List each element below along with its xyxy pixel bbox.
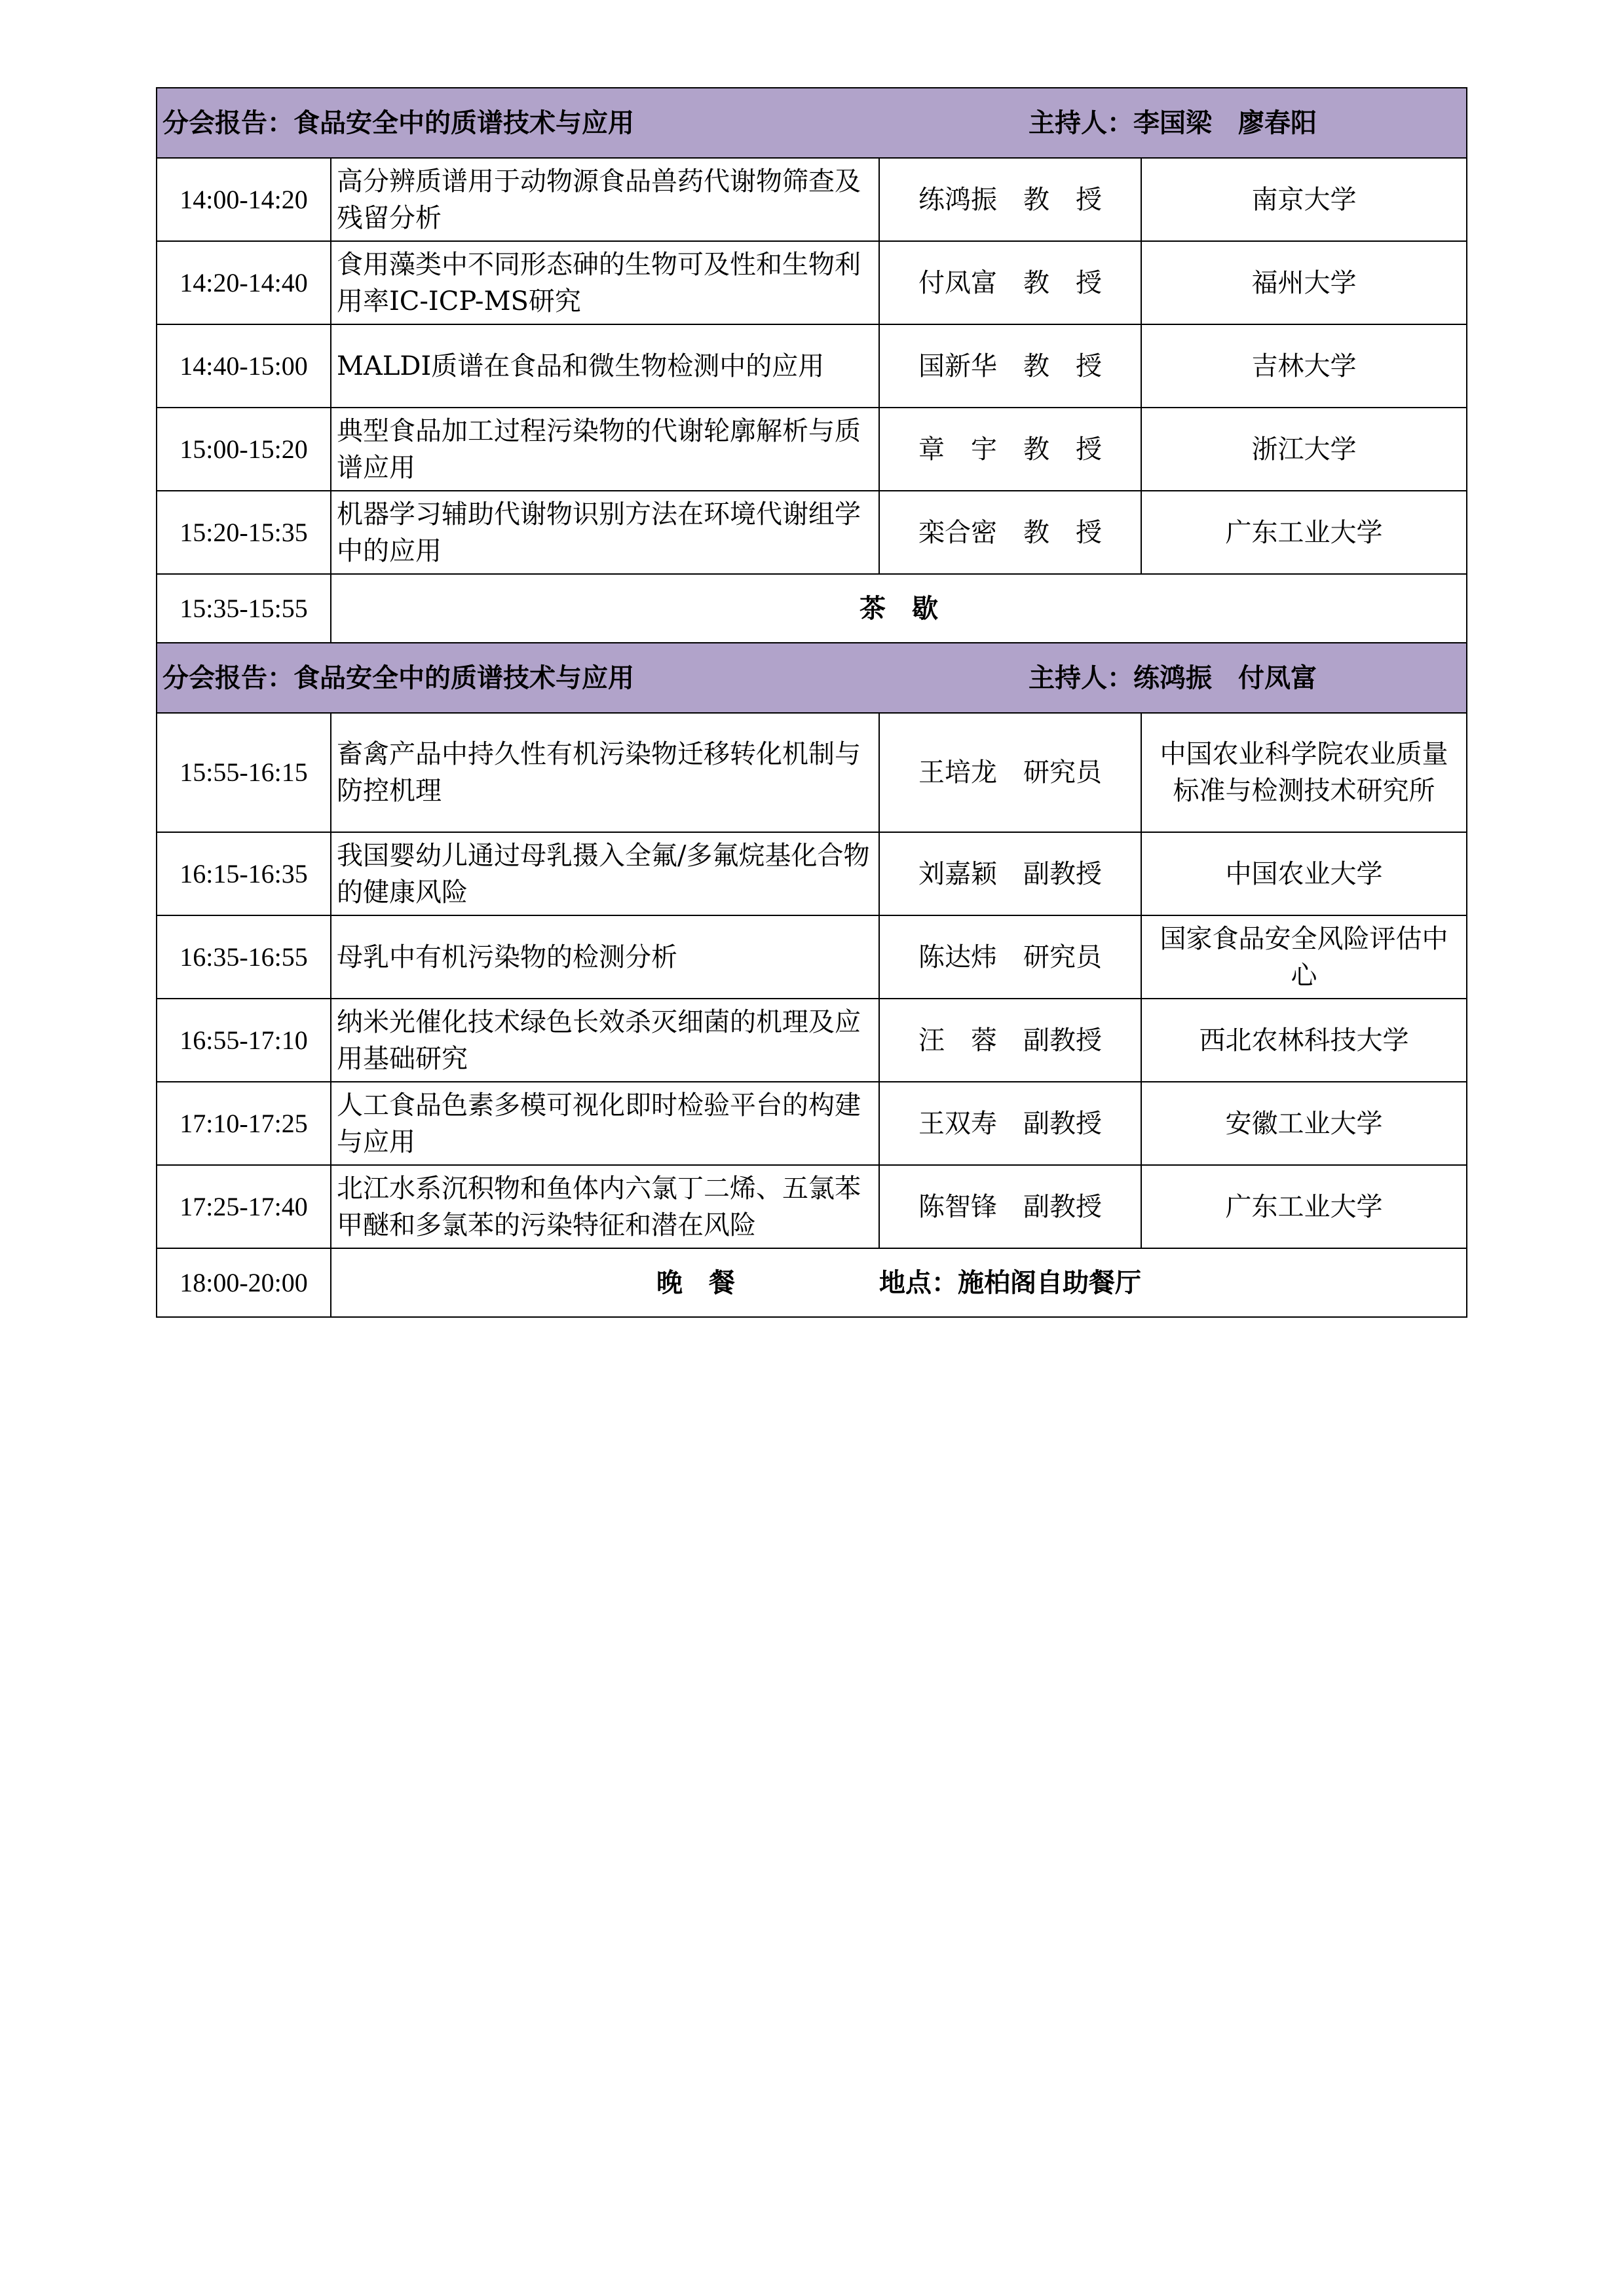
talk-row	[157, 999, 1467, 1082]
session-header	[157, 88, 1467, 158]
talk-speaker: 栾合密 教 授	[879, 491, 1141, 574]
talk-institution: 浙江大学	[1141, 408, 1467, 491]
talk-row	[157, 241, 1467, 324]
talk-row	[157, 1082, 1467, 1165]
talk-row	[157, 713, 1467, 832]
dinner-location: 地点：施柏阁自助餐厅	[879, 1267, 1141, 1298]
talk-institution: 中国农业科学院农业质量标准与检测技术研究所	[1141, 713, 1467, 832]
talk-speaker: 陈智锋 副教授	[879, 1165, 1141, 1248]
session-host: 主持人：练鸿振 付凤富	[1029, 662, 1317, 693]
talk-institution: 中国农业大学	[1141, 832, 1467, 915]
talk-time: 17:10-17:25	[157, 1082, 331, 1165]
talk-speaker: 章 宇 教 授	[879, 408, 1141, 491]
talk-time: 14:20-14:40	[157, 241, 331, 324]
talk-time: 15:20-15:35	[157, 491, 331, 574]
talk-speaker: 付凤富 教 授	[879, 241, 1141, 324]
talk-institution: 安徽工业大学	[1141, 1082, 1467, 1165]
dinner-row	[157, 1248, 1467, 1317]
talk-speaker: 王双寿 副教授	[879, 1082, 1141, 1165]
talk-title: 母乳中有机污染物的检测分析	[331, 915, 879, 999]
talk-speaker: 陈达炜 研究员	[879, 915, 1141, 999]
schedule-table	[156, 87, 1467, 1318]
talk-speaker: 国新华 教 授	[879, 324, 1141, 408]
tea-break-row	[157, 574, 1467, 643]
talk-institution: 国家食品安全风险评估中心	[1141, 915, 1467, 999]
talk-speaker: 汪 蓉 副教授	[879, 999, 1141, 1082]
session-header	[157, 643, 1467, 713]
talk-row	[157, 1165, 1467, 1248]
talk-title: 北江水系沉积物和鱼体内六氯丁二烯、五氯苯甲醚和多氯苯的污染特征和潜在风险	[331, 1165, 879, 1248]
talk-time: 14:00-14:20	[157, 158, 331, 241]
talk-time: 14:40-15:00	[157, 324, 331, 408]
dinner-label: 晚 餐	[656, 1267, 735, 1298]
talk-time: 16:55-17:10	[157, 999, 331, 1082]
talk-speaker: 刘嘉颖 副教授	[879, 832, 1141, 915]
talk-title: 典型食品加工过程污染物的代谢轮廓解析与质谱应用	[331, 408, 879, 491]
dinner-time: 18:00-20:00	[157, 1248, 331, 1317]
talk-row	[157, 491, 1467, 574]
talk-institution: 广东工业大学	[1141, 1165, 1467, 1248]
talk-speaker: 王培龙 研究员	[879, 713, 1141, 832]
talk-time: 16:35-16:55	[157, 915, 331, 999]
talk-row	[157, 832, 1467, 915]
talk-title: 我国婴幼儿通过母乳摄入全氟/多氟烷基化合物的健康风险	[331, 832, 879, 915]
talk-title: 人工食品色素多模可视化即时检验平台的构建与应用	[331, 1082, 879, 1165]
talk-time: 15:00-15:20	[157, 408, 331, 491]
talk-speaker: 练鸿振 教 授	[879, 158, 1141, 241]
session-host: 主持人：李国梁 廖春阳	[1029, 107, 1317, 138]
talk-row	[157, 324, 1467, 408]
talk-title: 高分辨质谱用于动物源食品兽药代谢物筛查及残留分析	[331, 158, 879, 241]
talk-institution: 福州大学	[1141, 241, 1467, 324]
talk-title: 食用藻类中不同形态砷的生物可及性和生物利用率IC-ICP-MS研究	[331, 241, 879, 324]
talk-row	[157, 408, 1467, 491]
tea-break-time: 15:35-15:55	[157, 574, 331, 643]
talk-title: 机器学习辅助代谢物识别方法在环境代谢组学中的应用	[331, 491, 879, 574]
tea-break-label: 茶 歇	[331, 574, 1467, 643]
session-title: 分会报告：食品安全中的质谱技术与应用	[162, 107, 634, 138]
talk-row	[157, 158, 1467, 241]
talk-title: 畜禽产品中持久性有机污染物迁移转化机制与防控机理	[331, 713, 879, 832]
talk-time: 17:25-17:40	[157, 1165, 331, 1248]
talk-row	[157, 915, 1467, 999]
talk-institution: 南京大学	[1141, 158, 1467, 241]
talk-institution: 西北农林科技大学	[1141, 999, 1467, 1082]
session-title: 分会报告：食品安全中的质谱技术与应用	[162, 662, 634, 693]
talk-institution: 广东工业大学	[1141, 491, 1467, 574]
talk-title: 纳米光催化技术绿色长效杀灭细菌的机理及应用基础研究	[331, 999, 879, 1082]
talk-time: 16:15-16:35	[157, 832, 331, 915]
talk-time: 15:55-16:15	[157, 713, 331, 832]
talk-title: MALDI质谱在食品和微生物检测中的应用	[331, 324, 879, 408]
talk-institution: 吉林大学	[1141, 324, 1467, 408]
